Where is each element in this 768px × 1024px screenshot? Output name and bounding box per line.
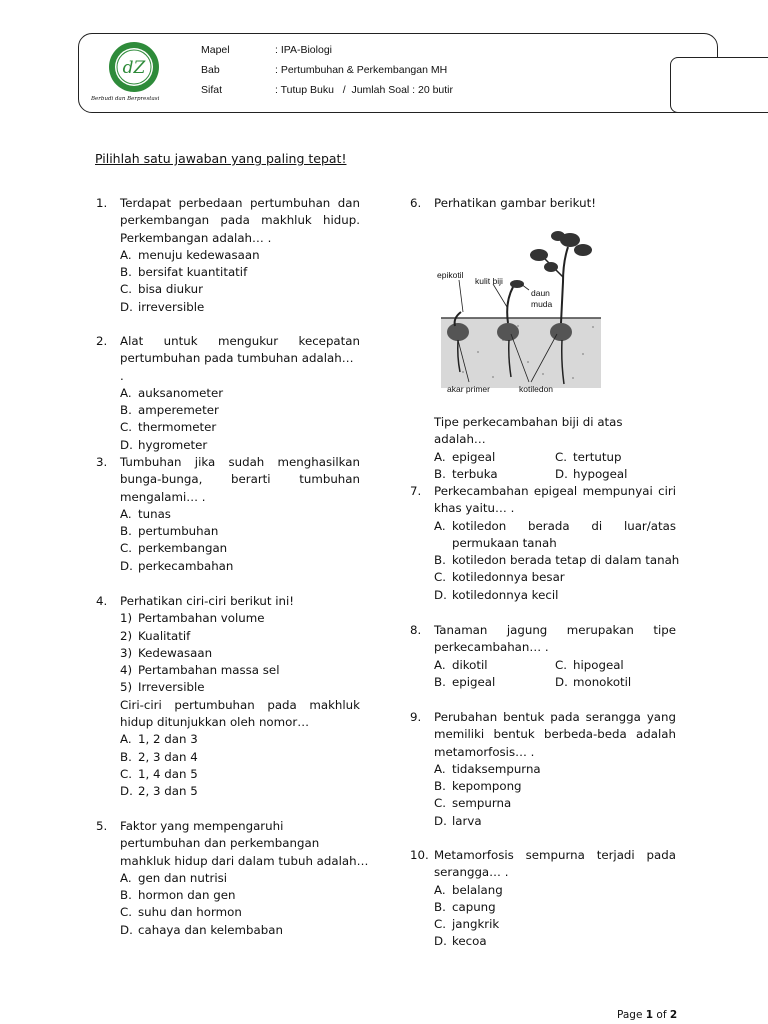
question-3: 3. Tumbuhan jika sudah menghasilkan bunga-bunga, berarti tumbuhan mengalami… . A. tunas B. pertumbuhan C. perkembangan D. perkecambahan [96, 455, 360, 573]
question-4: 4. Perhatikan ciri-ciri berikut ini! 1) Pertambahan volume 2) Kualitatif 3) Kedewasaan 4) Pertambahan massa sel 5) Irreversible Ciri-ciri pertumbuhan pada makhluk hidup ditunjukkan oleh nomor… A. 1, 2 dan 3 B. 2, 3 dan 4 C. 1, 4 dan 5 D. 2, 3 dan 5 [96, 594, 360, 799]
germination-figure [433, 222, 601, 402]
score-box [670, 57, 768, 113]
page-number: Page 1 of 2 [617, 1009, 678, 1021]
option-d: D. irreversible [120, 299, 205, 314]
svg-text:daun: daun [531, 288, 550, 298]
question-6: 6. Perhatikan gambar berikut! [410, 196, 596, 210]
question-9: 9. Perubahan bentuk pada serangga yang memiliki bentuk berbeda-beda adalah metamorfosis… . A. tidaksempurna B. kepompong C. sempurna D. larva [410, 710, 676, 828]
svg-text:kulit biji: kulit biji [475, 276, 503, 286]
svg-text:akar primer: akar primer [447, 384, 490, 394]
question-7: 7. Perkecambahan epigeal mempunyai ciri khas yaitu… . A. kotiledon berada di luar/atas permukaan tanah B. kotiledon berada tetap di dalam tanah C. kotiledonnya besar D. kotiledonnya kecil [410, 484, 680, 602]
svg-text:epikotil: epikotil [437, 270, 464, 280]
instruction: Pilihlah satu jawaban yang paling tepat! [95, 151, 347, 166]
question-1: 1. Terdapat perbedaan pertumbuhan dan perkembangan pada makhluk hidup. Perkembangan adalah… . A. menuju kedewasaan B. bersifat kuantitatif C. bisa diukur D. irreversible [96, 195, 360, 316]
option-a: A. menuju kedewasaan [120, 247, 260, 262]
school-logo [107, 40, 161, 94]
question-5: 5. Faktor yang mempengaruhi pertumbuhan dan perkembangan mahkluk hidup dari dalam tubuh adalah… A. gen dan nutrisi B. hormon dan gen C. suhu dan hormon D. cahaya dan kelembaban [96, 819, 369, 937]
question-6-answers: Tipe perkecambahan biji di atas adalah… A. epigeal C. tertutup B. terbuka D. hypogeal [434, 415, 628, 481]
question-10: 10. Metamorfosis sempurna terjadi pada serangga… . A. belalang B. capung C. jangkrik D. kecoa [410, 848, 676, 949]
option-b: B. bersifat kuantitatif [120, 265, 248, 280]
school-motto: Berbudi dan Berprestasi [91, 96, 160, 102]
svg-text:dZ: dZ [122, 58, 146, 78]
option-c: C. bisa diukur [120, 282, 203, 297]
question-2: 2. Alat untuk mengukur kecepatan pertumbuhan pada tumbuhan adalah… . A. auksanometer B. amperemeter C. thermometer D. hygrometer [96, 334, 360, 452]
svg-text:muda: muda [531, 299, 553, 309]
svg-text:kotiledon: kotiledon [519, 384, 554, 394]
question-8: 8. Tanaman jagung merupakan tipe perkecambahan… . A. dikotil C. hipogeal B. epigeal D. monokotil [410, 623, 676, 689]
header-box: dZ Berbudi dan Berprestasi Mapel : IPA-Biologi Bab : Pertumbuhan & Perkembangan MH Sifat : Tutup Buku / Jumlah Soal : 20 butir [78, 33, 718, 113]
